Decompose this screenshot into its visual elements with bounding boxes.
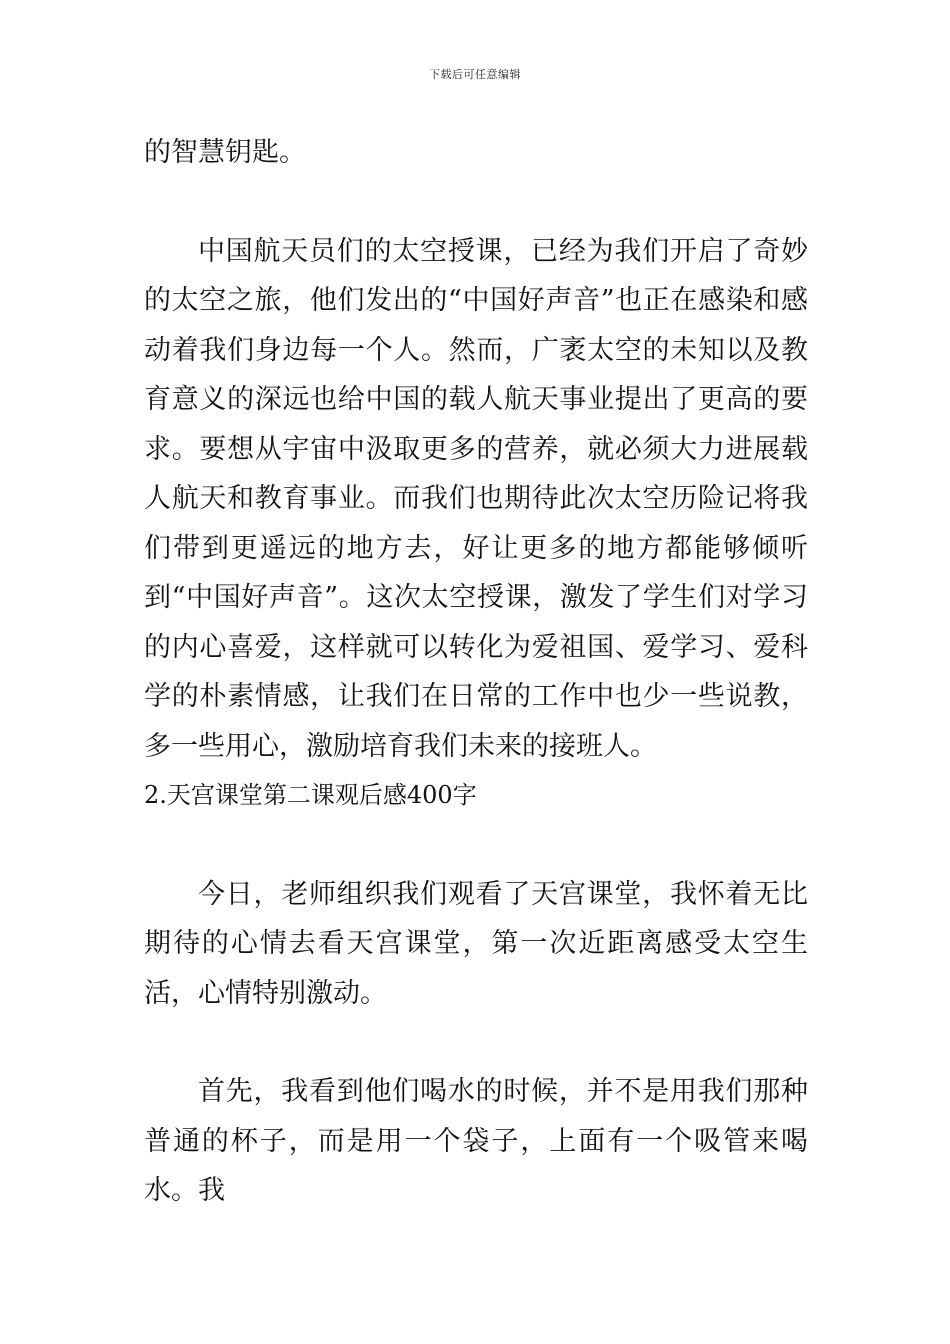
page-header: 下载后可任意编辑 xyxy=(429,68,521,81)
paragraph-drinking-water: 首先，我看到他们喝水的时候，并不是用我们那种普通的杯子，而是用一个袋子，上面有一个吸管来喝水。我 xyxy=(144,1076,808,1206)
paragraph-space-lesson: 中国航天员们的太空授课，已经为我们开启了奇妙的太空之旅，他们发出的“中国好声音”也正在感染和感动着我们身边每一个人。然而，广袤太空的未知以及教育意义的深远也给中国的载人航天事业提出了更高的要求。要想从宇宙中汲取更多的营养，就必须大力进展载人航天和教育事业。而我们也期待此次太空历险记将我们带到更遥远的地方去，好让更多的地方都能够倾听到“中国好声音”。这次太空授课，激发了学生们对学习的内心喜爱，这样就可以转化为爱祖国、爱学习、爱科学的朴素情感，让我们在日常的工作中也少一些说教，多一些用心，激励培育我们未来的接班人。 xyxy=(144,235,808,762)
document-body xyxy=(144,128,808,1216)
paragraph-continuation: 的智慧钥匙。 xyxy=(144,137,306,168)
paragraph-watching: 今日，老师组织我们观看了天宫课堂，我怀着无比期待的心情去看天宫课堂，第一次近距离感受太空生活，心情特别激动。 xyxy=(144,878,808,1009)
section-heading: 2.天宫课堂第二课观后感400字 xyxy=(144,781,477,809)
